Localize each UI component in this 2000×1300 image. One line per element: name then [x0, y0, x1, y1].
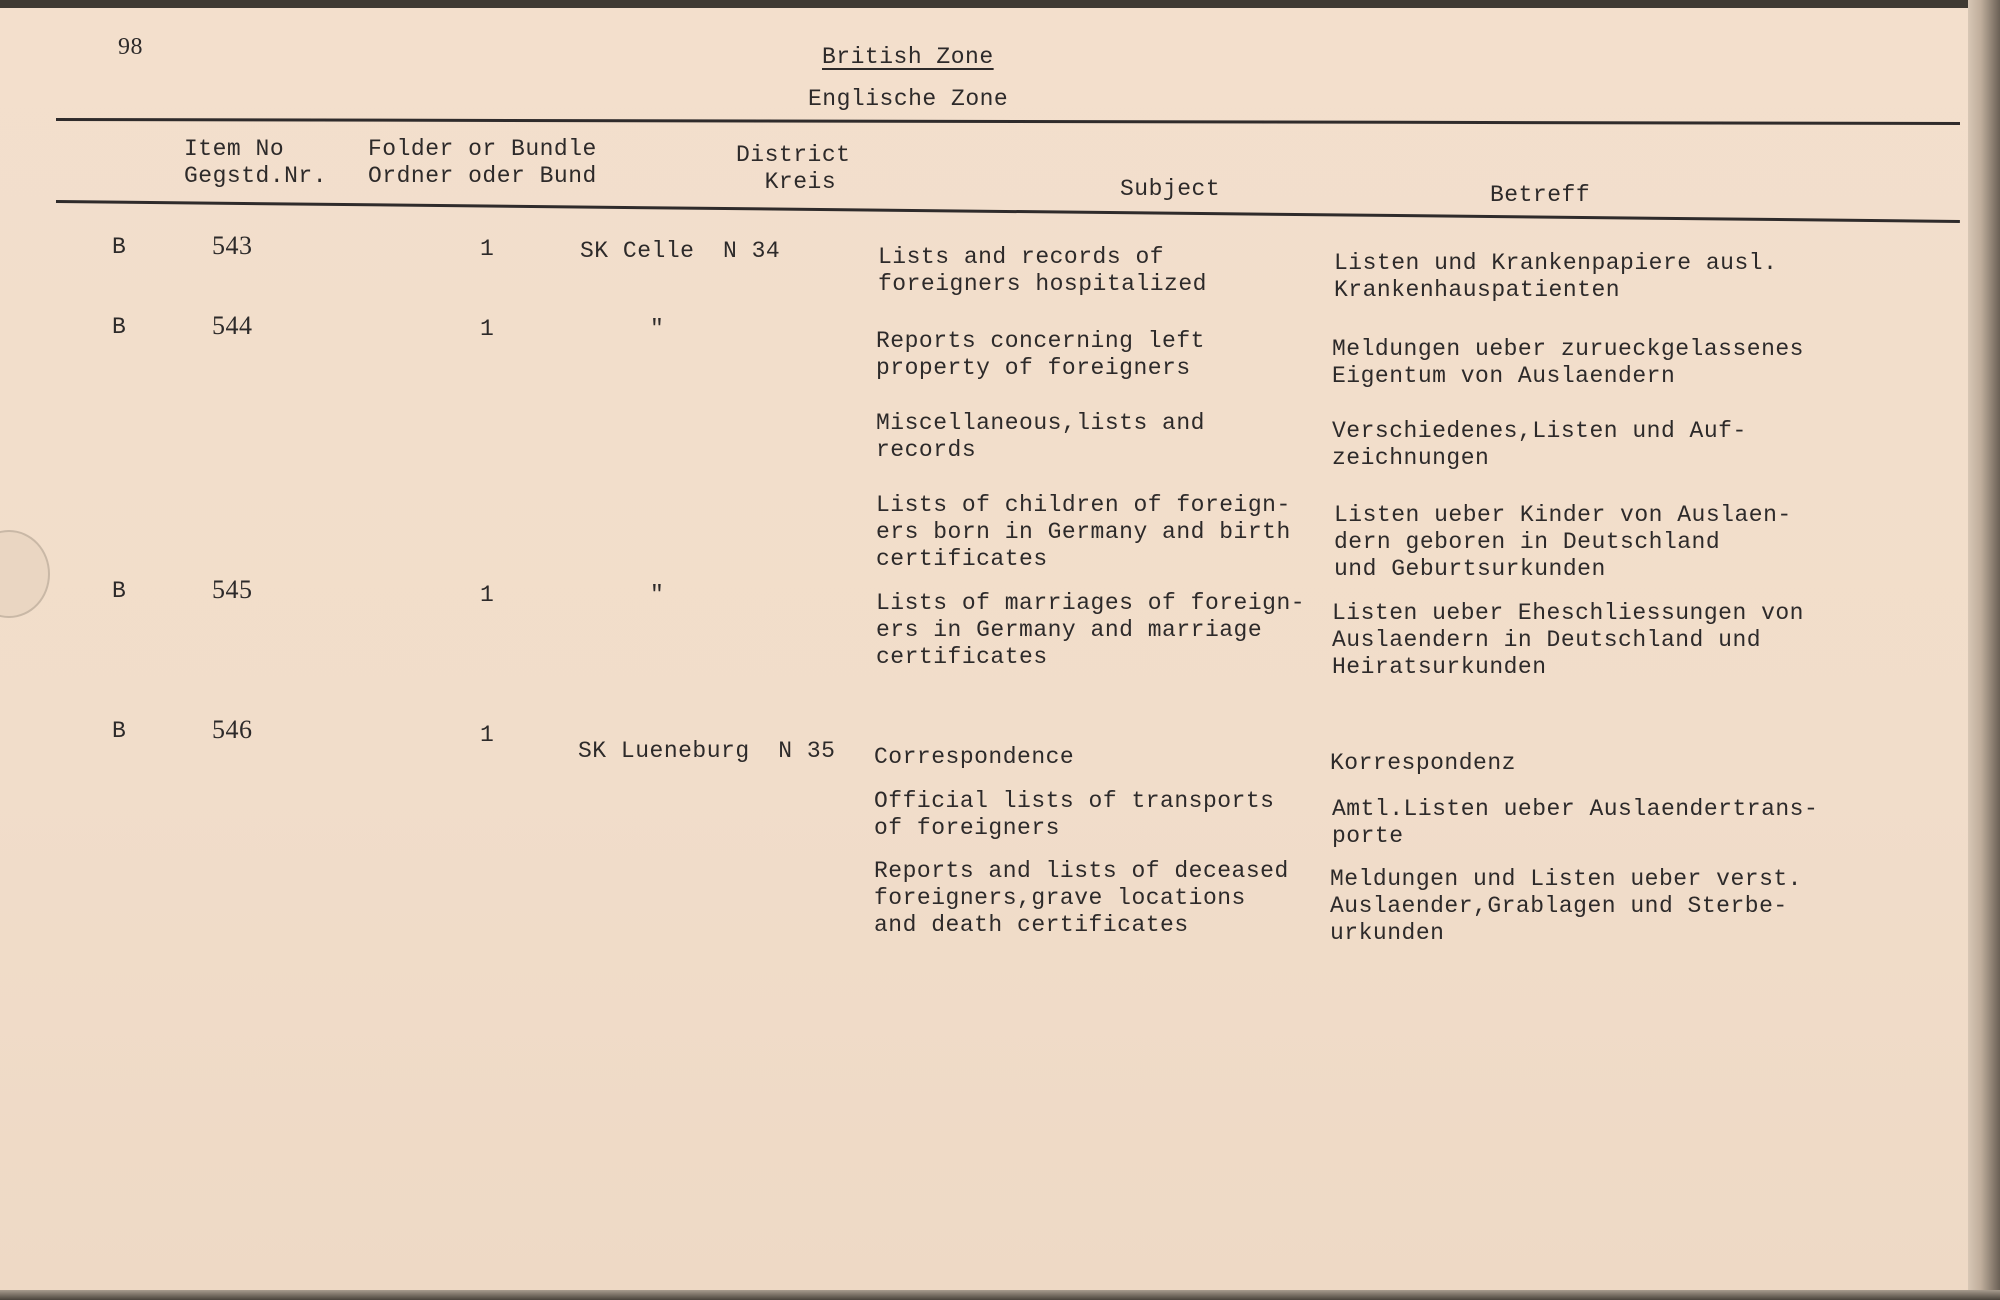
item-number: 544: [212, 311, 253, 340]
district: ": [650, 582, 665, 608]
subject: Lists of marriages of foreign- ers in Germany and marriage certificates: [876, 590, 1306, 670]
binder-right-edge: [1968, 0, 2000, 1300]
betreff: Meldungen und Listen ueber verst. Auslaender,Grablagen und Sterbe- urkunden: [1330, 866, 1802, 946]
header-bottom-rule: [56, 200, 1960, 223]
folder-number: 1: [480, 722, 495, 748]
subject: Lists of children of foreign- ers born in Germany and birth certificates: [876, 492, 1291, 572]
row-prefix: B: [112, 578, 127, 604]
zone-title: British Zone: [822, 44, 994, 70]
district: ": [650, 316, 665, 342]
zone-subtitle: Englische Zone: [808, 86, 1009, 112]
document-page: [0, 8, 1968, 1290]
header-item-no: Item No Gegstd.Nr.: [184, 136, 328, 189]
header-district: District Kreis: [736, 142, 851, 195]
item-number: 545: [212, 575, 253, 604]
row-prefix: B: [112, 234, 127, 260]
district: SK Celle N 34: [580, 238, 781, 264]
subject: Reports and lists of deceased foreigners,grave locations and death certificates: [874, 858, 1289, 938]
folder-number: 1: [480, 582, 495, 608]
item-number: 546: [212, 715, 253, 744]
betreff: Listen und Krankenpapiere ausl. Krankenhauspatienten: [1334, 250, 1778, 303]
betreff: Meldungen ueber zurueckgelassenes Eigentum von Auslaendern: [1332, 336, 1804, 389]
row-prefix: B: [112, 718, 127, 744]
item-number: 543: [212, 231, 253, 260]
betreff: Verschiedenes,Listen und Auf- zeichnungen: [1332, 418, 1747, 471]
header-folder: Folder or Bundle Ordner oder Bund: [368, 136, 597, 189]
subject: Reports concerning left property of foreigners: [876, 328, 1205, 381]
subject: Official lists of transports of foreigners: [874, 788, 1275, 841]
header-betreff: Betreff: [1490, 182, 1591, 208]
page-number: 98: [118, 34, 143, 60]
binder-tab-notch: [0, 530, 50, 618]
folder-number: 1: [480, 236, 495, 262]
district: SK Lueneburg N 35: [578, 738, 836, 764]
row-prefix: B: [112, 314, 127, 340]
subject: Lists and records of foreigners hospitalized: [878, 244, 1207, 297]
subject: Miscellaneous,lists and records: [876, 410, 1205, 463]
betreff: Amtl.Listen ueber Auslaendertrans- porte: [1332, 796, 1819, 849]
betreff: Korrespondenz: [1330, 750, 1516, 776]
betreff: Listen ueber Eheschliessungen von Auslaendern in Deutschland und Heiratsurkunden: [1332, 600, 1804, 680]
folder-number: 1: [480, 316, 495, 342]
binder-bottom-edge: [0, 1290, 2000, 1300]
subject: Correspondence: [874, 744, 1075, 770]
betreff: Listen ueber Kinder von Auslaen- dern geboren in Deutschland und Geburtsurkunden: [1334, 502, 1792, 582]
header-subject: Subject: [1120, 176, 1221, 202]
header-top-rule: [56, 118, 1960, 125]
